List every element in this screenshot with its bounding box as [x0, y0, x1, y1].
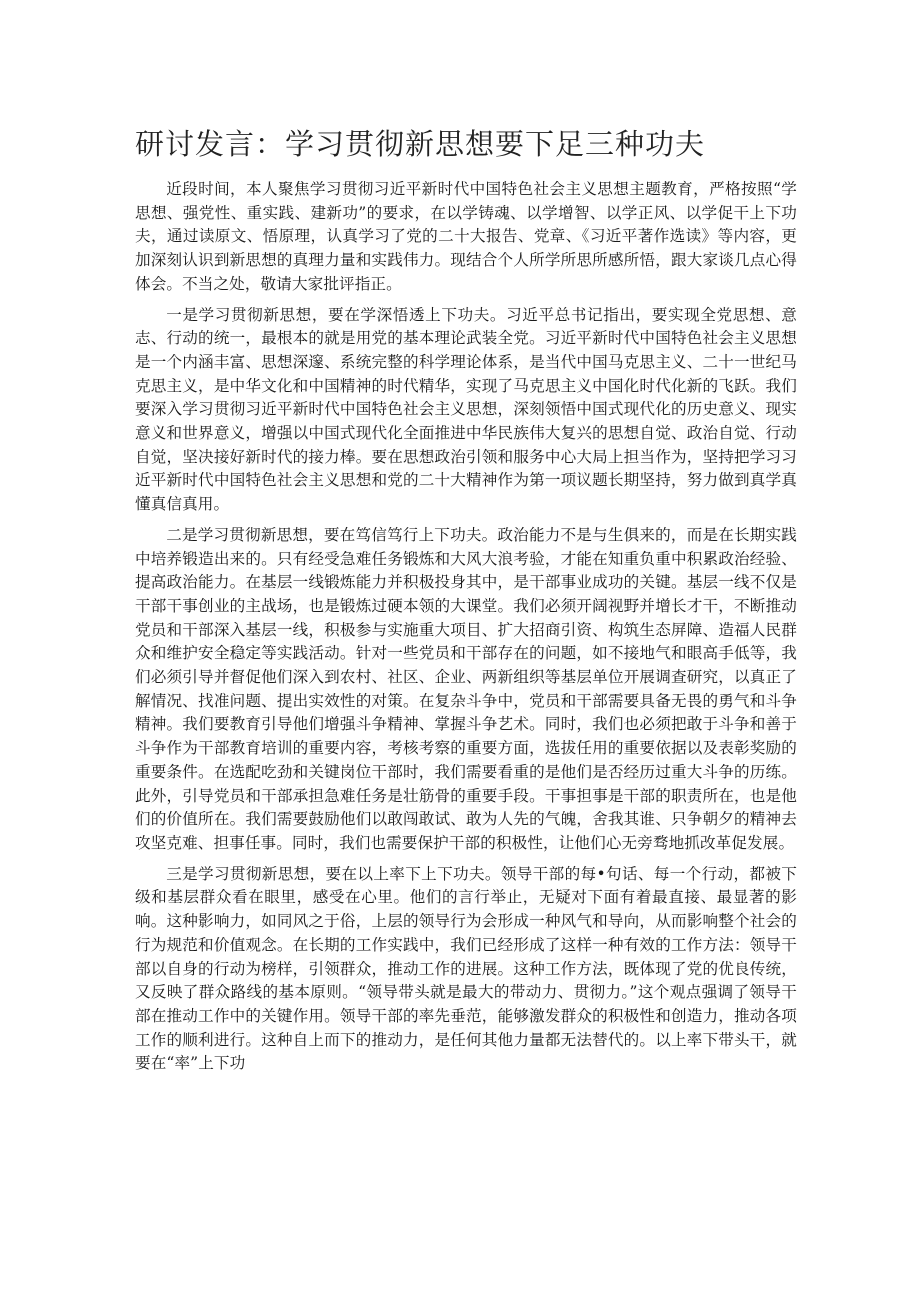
- paragraph-point-three: 三是学习贯彻新思想，要在以上率下上下功夫。领导干部的每•句话、每一个行动，都被下级和基层群众看在眼里，感受在心里。他们的言行举止，无疑对下面有着最直接、最显著的影响。这种影响力，如同风之于俗，上层的领导行为会形成一种风气和导向，从而影响整个社会的行为规范和价值观念。在长期的工作实践中，我们已经形成了这样一种有效的工作方法：领导干部以自身的行动为榜样，引领群众，推动工作的进展。这种工作方法，既体现了党的优良传统，又反映了群众路线的基本原则。“领导带头就是最大的带动力、贯彻力。”这个观点强调了领导干部在推动工作中的关键作用。领导干部的率先垂范，能够激发群众的积极性和创造力，推动各项工作的顺利进行。这种自上而下的推动力，是任何其他力量都无法替代的。以上率下带头干，就要在“率”上下功: [135, 864, 797, 1073]
- paragraph-point-two: 二是学习贯彻新思想，要在笃信笃行上下功夫。政治能力不是与生俱来的，而是在长期实践中培养锻造出来的。只有经受急难任务锻炼和大风大浪考验，才能在知重负重中积累政治经验、提高政治能力。在基层一线锻炼能力并积极投身其中，是干部事业成功的关键。基层一线不仅是干部干事创业的主战场，也是锻炼过硬本领的大课堂。我们必须开阔视野并增长才干，不断推动党员和干部深入基层一线，积极参与实施重大项目、扩大招商引资、构筑生态屏障、造福人民群众和维护安全稳定等实践活动。针对一些党员和干部存在的问题，如不接地气和眼高手低等，我们必须引导并督促他们深入到农村、社区、企业、两新组织等基层单位开展调查研究，以真正了解情况、找准问题、提出实效性的对策。在复杂斗争中，党员和干部需要具备无畏的勇气和斗争精神。我们要教育引导他们增强斗争精神、掌握斗争艺术。同时，我们也必须把敢于斗争和善于斗争作为干部教育培训的重要内容，考核考察的重要方面，选拔任用的重要依据以及表彰奖励的重要条件。在选配吃劲和关键岗位干部时，我们需要看重的是他们是否经历过重大斗争的历练。此外，引导党员和干部承担急难任务是壮筋骨的重要手段。干事担事是干部的职责所在，也是他们的价值所在。我们需要鼓励他们以敢闯敢试、敢为人先的气魄，舍我其谁、只争朝夕的精神去攻坚克难、担事任事。同时，我们也需要保护干部的积极性，让他们心无旁骛地抓改革促发展。: [135, 525, 797, 852]
- paragraph-intro: 近段时间，本人聚焦学习贯彻习近平新时代中国特色社会主义思想主题教育，严格按照“学思想、强党性、重实践、建新功”的要求，在以学铸魂、以学增智、以学正风、以学促干上下功夫，通过读原文、悟原理，认真学习了党的二十大报告、党章、《习近平著作选读》等内容，更加深刻认识到新思想的真理力量和实践伟力。现结合个人所学所思所感所悟，跟大家谈几点心得体会。不当之处，敬请大家批评指正。: [135, 180, 797, 293]
- paragraph-point-one: 一是学习贯彻新思想，要在学深悟透上下功夫。习近平总书记指出，要实现全党思想、意志、行动的统一，最根本的就是用党的基本理论武装全党。习近平新时代中国特色社会主义思想是一个内涵丰富、思想深邃、系统完整的科学理论体系，是当代中国马克思主义、二十一世纪马克思主义，是中华文化和中国精神的时代精华，实现了马克思主义中国化时代化新的飞跃。我们要深入学习贯彻习近平新时代中国特色社会主义思想，深刻领悟中国式现代化的历史意义、现实意义和世界意义，增强以中国式现代化全面推进中华民族伟大复兴的思想自觉、政治自觉、行动自觉，坚决接好新时代的接力棒。要在思想政治引领和服务中心大局上担当作为，坚持把学习习近平新时代中国特色社会主义思想和党的二十大精神作为第一项议题长期坚持，努力做到真学真懂真信真用。: [135, 305, 797, 514]
- document-title: 研讨发言：学习贯彻新思想要下足三种功夫: [135, 127, 706, 161]
- document-body: [135, 178, 797, 1083]
